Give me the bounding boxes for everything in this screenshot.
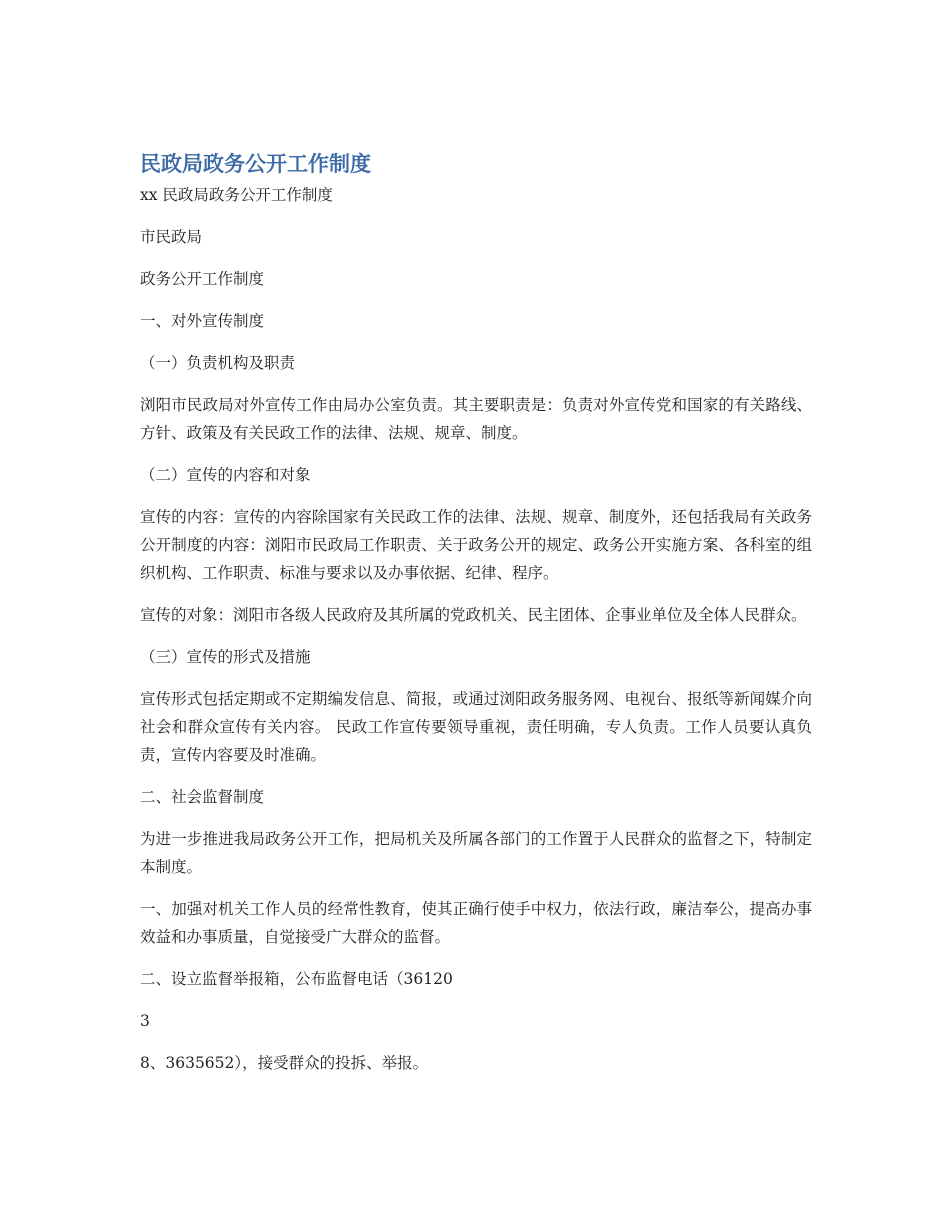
document-title: 民政局政务公开工作制度 <box>140 152 371 176</box>
subsection-heading: （二）宣传的内容和对象 <box>140 466 311 484</box>
paragraph: 为进一步推进我局政务公开工作，把局机关及所属各部门的工作置于人民群众的监督之下，特制定本制度。 <box>140 830 812 876</box>
paragraph: 宣传的内容：宣传的内容除国家有关民政工作的法律、法规、规章、制度外，还包括我局有关政务公开制度的内容：浏阳市民政局工作职责、关于政务公开的规定、政务公开实施方案、各科室的组织机构、工作职责、标准与要求以及办事依据、纪律、程序。 <box>140 508 812 582</box>
paragraph: 宣传的对象：浏阳市各级人民政府及其所属的党政机关、民主团体、企事业单位及全体人民群众。 <box>140 606 807 624</box>
paragraph: 一、加强对机关工作人员的经常性教育，使其正确行使手中权力，依法行政，廉洁奉公，提高办事效益和办事质量，自觉接受广大群众的监督。 <box>140 900 812 946</box>
paragraph: 8、3635652），接受群众的投拆、举报。 <box>140 1054 429 1072</box>
document-page <box>140 149 812 1091</box>
paragraph: 市民政局 <box>140 228 203 246</box>
subsection-heading: （三）宣传的形式及措施 <box>140 648 311 666</box>
paragraph: xx 民政局政务公开工作制度 <box>140 186 333 204</box>
section-heading: 一、对外宣传制度 <box>140 312 265 330</box>
paragraph: 宣传形式包括定期或不定期编发信息、简报，或通过浏阳政务服务网、电视台、报纸等新闻媒介向社会和群众宣传有关内容。 民政工作宣传要领导重视，责任明确，专人负责。工作人员要认真负责，宣传内容要及时准确。 <box>140 690 812 764</box>
paragraph: 3 <box>140 1012 150 1030</box>
section-heading: 二、社会监督制度 <box>140 788 265 806</box>
paragraph: 浏阳市民政局对外宣传工作由局办公室负责。其主要职责是：负责对外宣传党和国家的有关路线、方针、政策及有关民政工作的法律、法规、规章、制度。 <box>140 396 812 442</box>
subsection-heading: （一）负责机构及职责 <box>140 354 296 372</box>
paragraph: 政务公开工作制度 <box>140 270 265 288</box>
paragraph: 二、设立监督举报箱，公布监督电话（36120 <box>140 970 453 988</box>
